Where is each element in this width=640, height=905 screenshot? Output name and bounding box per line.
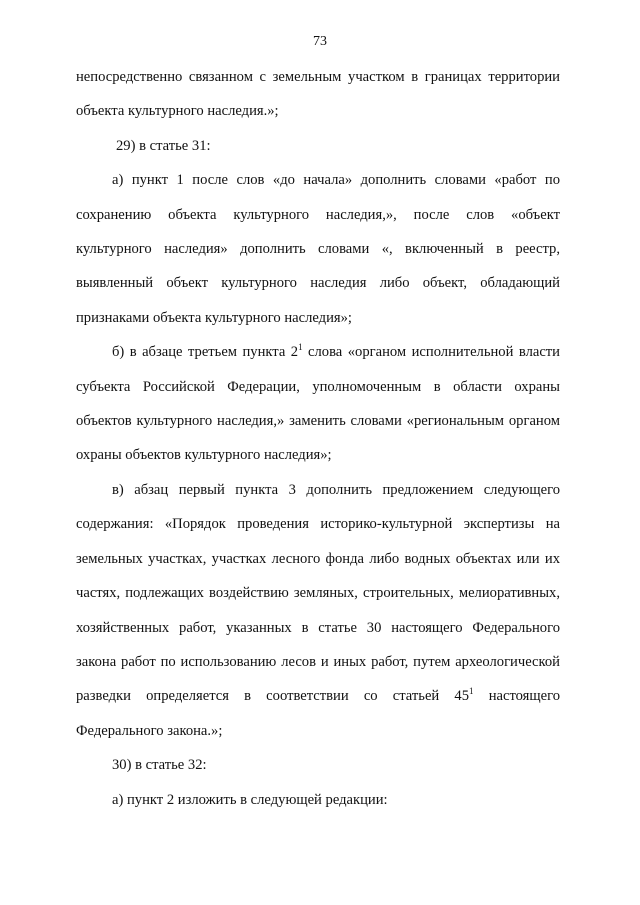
paragraph-29-c [76,473,560,748]
paragraph-article-30: 30) в статье 32: [112,757,207,774]
document-body [76,60,560,817]
page-number: 73 [313,34,327,49]
paragraph-29-c-text-start: в) абзац первый пункта 3 дополнить предложением следующего содержания: «Порядок проведения историко-культурной экспертизы на земельных участках, участках лесного фонда либо водных объектах или их частях, подлежащих воздействию земляных, строительных, мелиоративных, хозяйственных работ, указанных в статье 30 настоящего Федерального закона работ по использованию лесов и иных работ, путем археологической разведки определяется в соответствии со статьей 45 [76,481,560,705]
paragraph-continuation: непосредственно связанном с земельным участком в границах территории объекта культурного наследия.»; [76,69,560,120]
paragraph-29-b-text-start: б) в абзаце третьем пункта 2 [112,344,299,361]
paragraph-29-b-text-end: слова «органом исполнительной власти субъекта Российской Федерации, уполномоченным в области охраны объектов культурного наследия,» заменить словами «региональным органом охраны объектов культурного наследия»; [76,344,560,464]
paragraph-30-a: а) пункт 2 изложить в следующей редакции: [112,791,388,808]
paragraph-29-b-superscript: 1 [298,342,303,353]
paragraph-29-c-text-end: настоящего Федерального закона.»; [76,688,561,739]
paragraph-29-b [76,335,560,473]
paragraph-29-c-superscript: 1 [469,686,474,697]
paragraph-29-a: а) пункт 1 после слов «до начала» дополнить словами «работ по сохранению объекта культурного наследия,», после слов «объект культурного наследия» дополнить словами «, включенный в реестр, выявленный объект культурного наследия либо объект, обладающий признаками объекта культурного наследия»; [76,172,560,326]
paragraph-article-29: 29) в статье 31: [116,137,211,154]
